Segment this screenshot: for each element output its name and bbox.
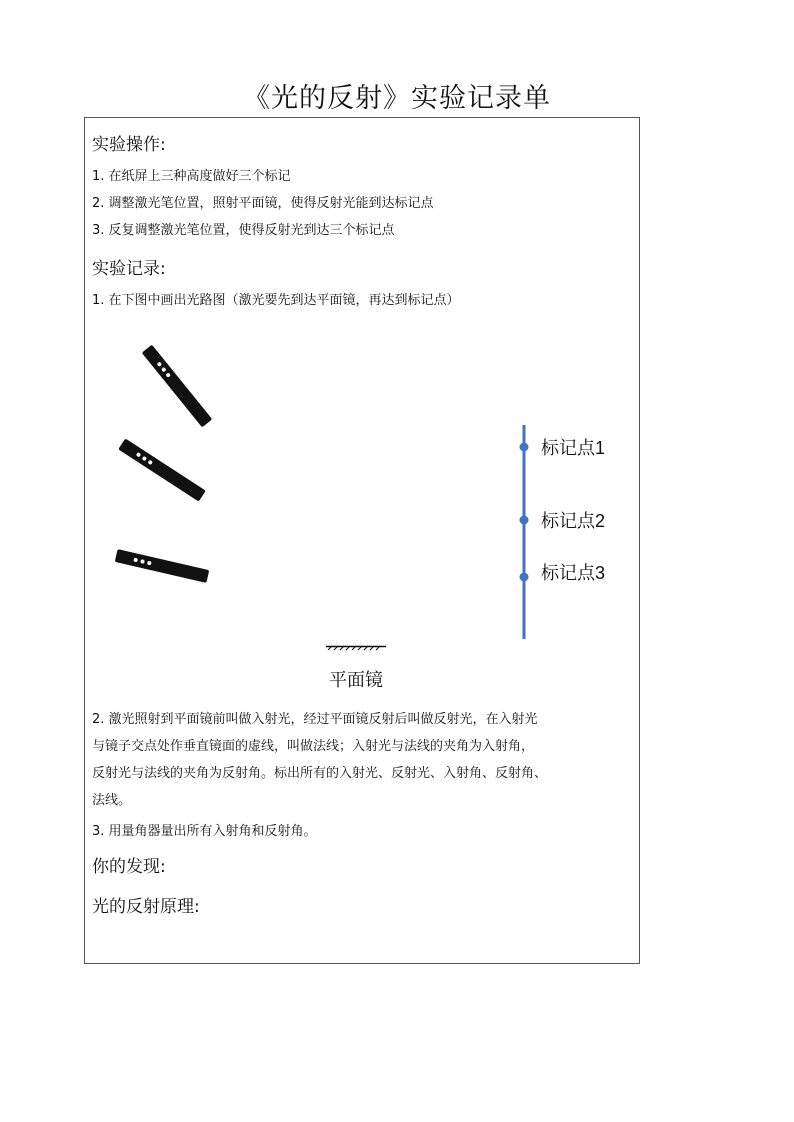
record-heading: 实验记录:: [92, 259, 166, 279]
laser-pen-2: [118, 438, 206, 501]
marker-label-2: 标记点2: [541, 511, 606, 531]
record-item-3: 3. 用量角器量出所有入射角和反射角。: [92, 824, 317, 839]
plane-mirror: [326, 646, 386, 650]
laser-pen-3: [115, 549, 210, 583]
operation-step-3: 3. 反复调整激光笔位置，使得反射光到达三个标记点: [92, 223, 395, 238]
findings-heading: 你的发现:: [92, 857, 166, 877]
record-item-2-line: 与镜子交点处作垂直镜面的虚线，叫做法线；入射光与法线的夹角为入射角，: [92, 739, 535, 754]
page-title: 《光的反射》实验记录单: [243, 83, 551, 114]
operation-heading: 实验操作:: [92, 135, 166, 155]
operation-step-2: 2. 调整激光笔位置，照射平面镜，使得反射光能到达标记点: [92, 196, 434, 211]
marker-label-1: 标记点1: [541, 438, 606, 458]
marker-dot-1: [520, 443, 529, 452]
marker-dot-3: [520, 573, 529, 582]
mirror-label: 平面镜: [329, 670, 383, 690]
marker-dot-2: [520, 516, 529, 525]
record-item-2-line: 反射光与法线的夹角为反射角。标出所有的入射光、反射光、入射角、反射角、: [92, 766, 548, 781]
marker-label-3: 标记点3: [541, 563, 606, 583]
operation-step-1: 1. 在纸屏上三种高度做好三个标记: [92, 169, 291, 184]
principle-heading: 光的反射原理:: [92, 897, 200, 917]
laser-pen-1: [142, 345, 213, 428]
record-item-1: 1. 在下图中画出光路图（激光要先到达平面镜，再达到标记点）: [92, 293, 460, 308]
record-item-2-line: 法线。: [92, 793, 132, 808]
record-item-2-line: 2. 激光照射到平面镜前叫做入射光，经过平面镜反射后叫做反射光，在入射光: [92, 712, 538, 727]
